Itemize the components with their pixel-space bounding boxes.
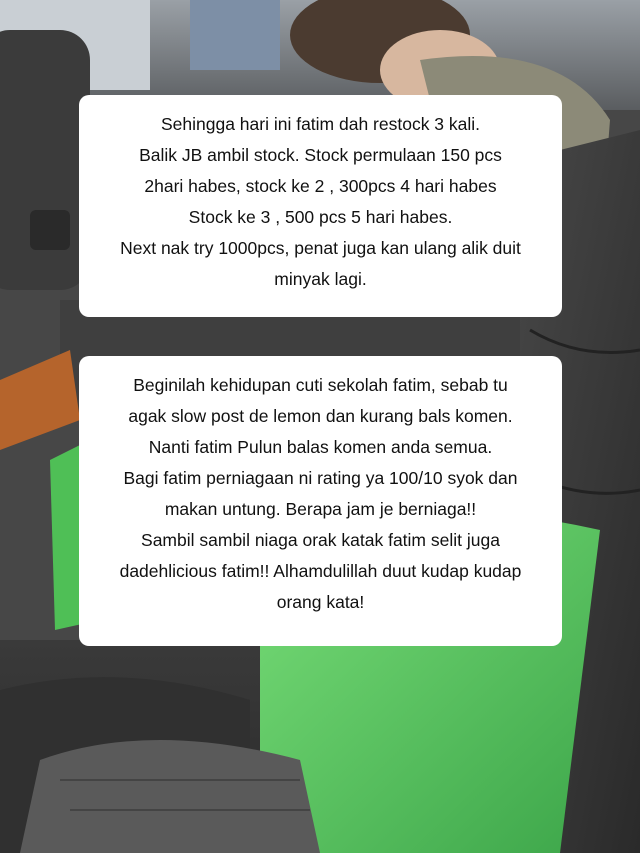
card-line: orang kata! bbox=[276, 592, 365, 612]
card-line: makan untung. Berapa jam je berniaga!! bbox=[164, 499, 477, 519]
card-line: dadehlicious fatim!! Alhamdulillah duut kudap kudap bbox=[119, 561, 522, 581]
text-card-holiday-life bbox=[79, 356, 562, 646]
card-line: Sambil sambil niaga orak katak fatim selit juga bbox=[141, 530, 500, 550]
card-line: Balik JB ambil stock. Stock permulaan 150 pcs bbox=[139, 145, 502, 165]
card-line: minyak lagi. bbox=[274, 269, 367, 289]
card-line: Nanti fatim Pulun balas komen anda semua. bbox=[148, 437, 493, 457]
card-line: Beginilah kehidupan cuti sekolah fatim, sebab tu bbox=[133, 375, 508, 395]
text-card-restock bbox=[79, 95, 562, 317]
card-line: Bagi fatim perniagaan ni rating ya 100/10 syok dan bbox=[123, 468, 518, 488]
card-line: Stock ke 3 , 500 pcs 5 hari habes. bbox=[188, 207, 453, 227]
card-line: Sehingga hari ini fatim dah restock 3 kali. bbox=[160, 114, 481, 134]
card-line: Next nak try 1000pcs, penat juga kan ulang alik duit bbox=[120, 238, 521, 258]
card-line: agak slow post de lemon dan kurang bals komen. bbox=[128, 406, 513, 426]
card-line: 2hari habes, stock ke 2 , 300pcs 4 hari habes bbox=[144, 176, 497, 196]
